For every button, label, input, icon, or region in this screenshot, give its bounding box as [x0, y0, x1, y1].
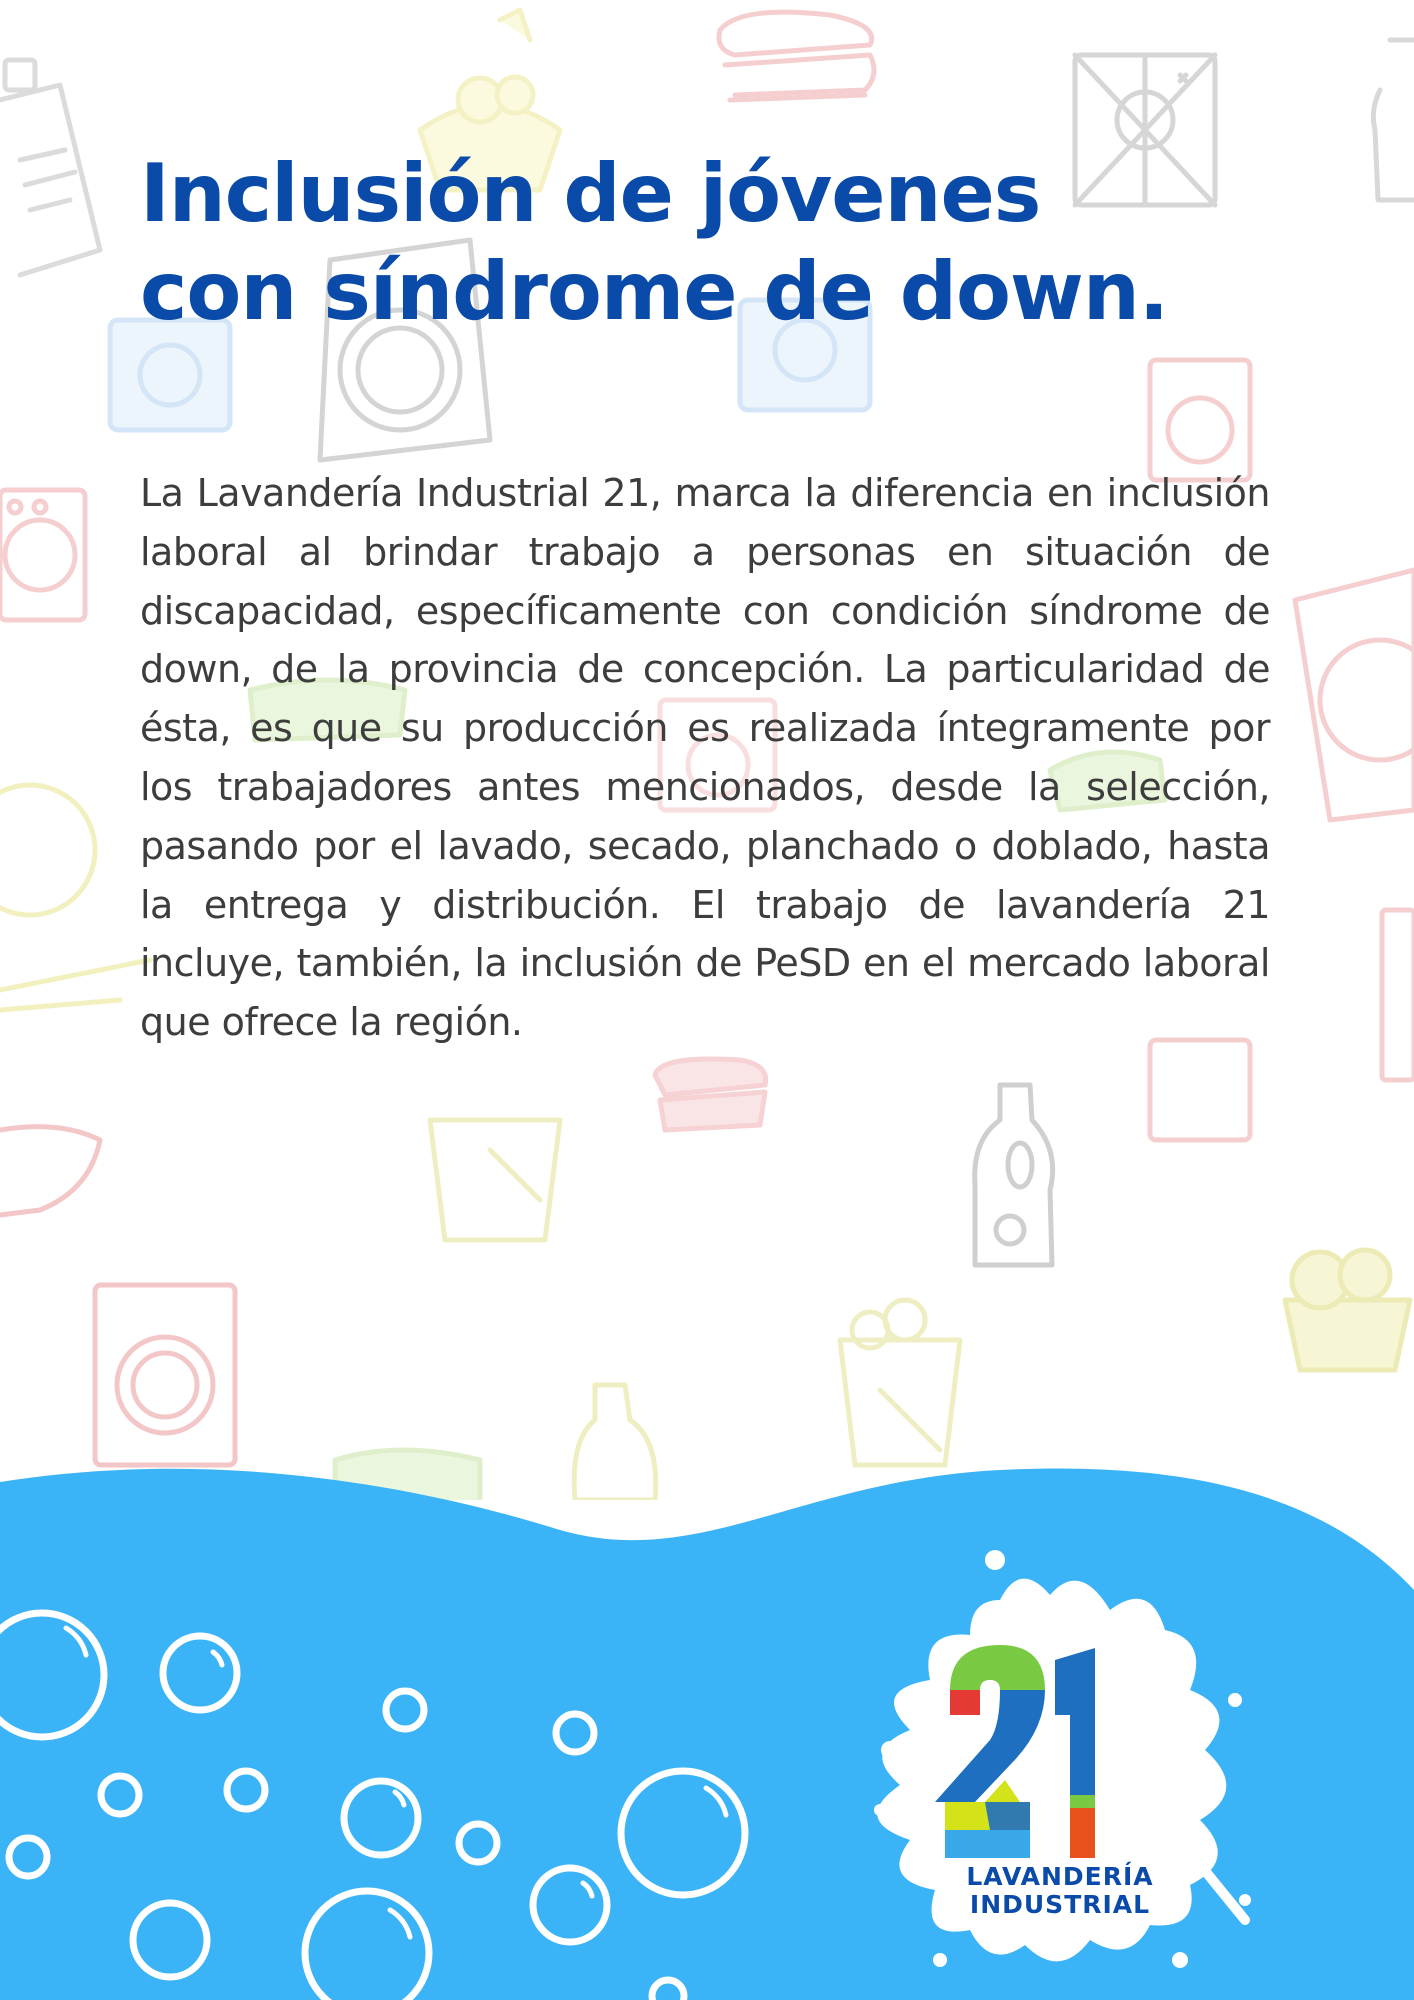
soap-bubbles-yellow-icon — [0, 785, 150, 1010]
lavanderia-21-logo — [850, 1540, 1270, 1980]
logo-text-line-2: INDUSTRIAL — [969, 1890, 1151, 1919]
washing-machine-pink-right-icon — [1295, 570, 1414, 820]
bucket-icon — [430, 1120, 960, 1465]
towel-left-icon — [0, 1127, 100, 1215]
bottle-icon — [1373, 40, 1414, 200]
washing-machine-bottom-icon — [95, 1285, 235, 1465]
washing-machine-pink-icon — [0, 490, 85, 620]
towels-mid-icon — [655, 1059, 766, 1130]
folded-towels-icon — [719, 12, 874, 100]
detergent-box-icon — [0, 60, 100, 275]
body-paragraph: La Lavandería Industrial 21, marca la diferencia en inclusión laboral al brindar trabajo a personas en situación de discapacidad, específicamente con condición síndrome de down, de la provincia de concepción. La particularidad de ésta, es que su producción es realizada íntegramente por los trabajadores antes mencionados, desde la selección, pasando por el lavado, secado, planchado o doblado, hasta la entrega y distribución. El trabajo de lavandería 21 incluye, también, la inclusión de PeSD en el mercado laboral que ofrece la región. — [140, 471, 1270, 1045]
detergent-bottle-icon — [975, 1085, 1053, 1265]
title-line-2: con síndrome de down. — [140, 245, 1169, 338]
soap-bowl-right-icon — [1285, 1250, 1410, 1370]
page-title — [140, 145, 1290, 341]
title-line-1: Inclusión de jóvenes — [140, 147, 1041, 240]
logo-text-line-1: LAVANDERÍA — [966, 1862, 1154, 1891]
